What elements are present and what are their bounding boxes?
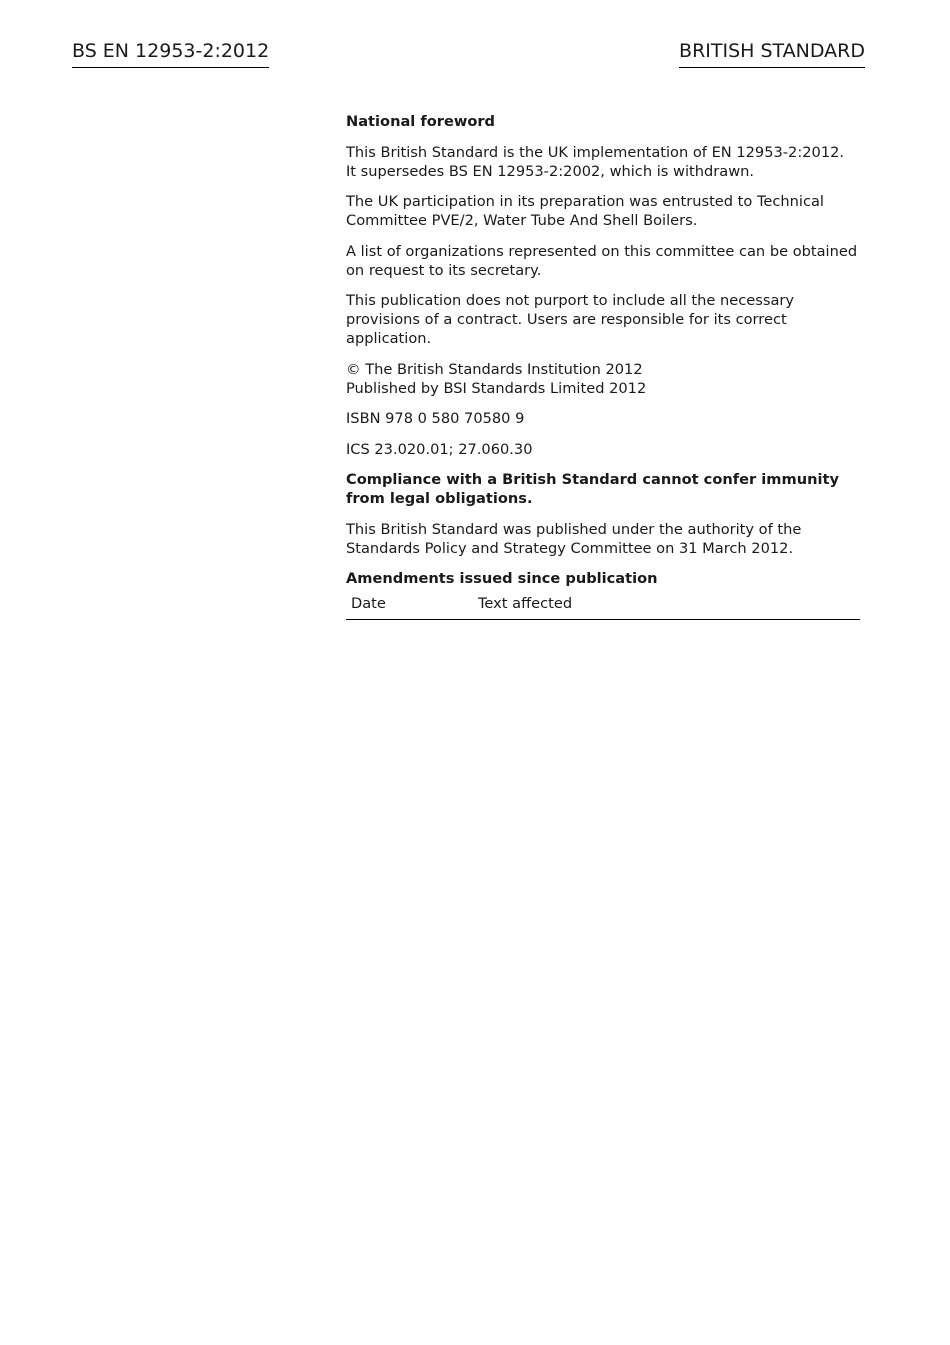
foreword-title: National foreword: [346, 113, 496, 130]
authority-paragraph: This British Standard was published under the authority of the Standards Policy and Strategy Committee on 31 March 2012.: [346, 520, 802, 557]
amendments-column-text-affected: Text affected: [478, 595, 573, 612]
amendments-title: Amendments issued since publication: [346, 570, 658, 587]
implementation-paragraph: [346, 143, 861, 181]
document-number: BS EN 12953-2:2012: [72, 39, 269, 68]
organizations-paragraph: A list of organizations represented on this committee can be obtained on request to its secretary.: [346, 242, 858, 279]
document-type: BRITISH STANDARD: [679, 39, 865, 68]
publisher-line: Published by BSI Standards Limited 2012: [346, 379, 647, 397]
compliance-notice: Compliance with a British Standard cannot confer immunity from legal obligations.: [346, 471, 839, 507]
contract-disclaimer-paragraph: This publication does not purport to include all the necessary provisions of a contract. Users are responsible for its correct application.: [346, 292, 795, 347]
participation-paragraph: The UK participation in its preparation was entrusted to Technical Committee PVE/2, Water Tube And Shell Boilers.: [346, 193, 824, 229]
national-foreword: [346, 112, 861, 620]
amendments-column-date: Date: [351, 595, 386, 612]
implementation-line-2: It supersedes BS EN 12953-2:2002, which is withdrawn.: [346, 162, 755, 180]
copyright-line: © The British Standards Institution 2012: [346, 360, 643, 378]
copyright-paragraph: [346, 360, 861, 398]
isbn: ISBN 978 0 580 70580 9: [346, 410, 525, 427]
amendments-table: [346, 594, 860, 620]
ics: ICS 23.020.01; 27.060.30: [346, 440, 533, 458]
implementation-line-1: This British Standard is the UK implementation of EN 12953-2:2012.: [346, 143, 845, 161]
